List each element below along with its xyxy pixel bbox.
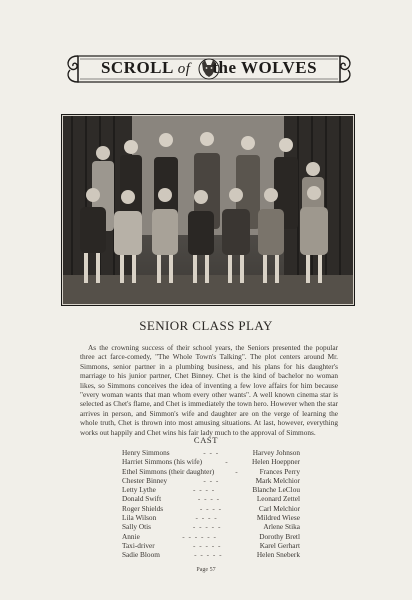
group-photo-illustration [62,115,354,305]
section-heading: SENIOR CLASS PLAY [139,318,273,333]
page-number: Page 57 [196,567,216,573]
cast-row [122,513,300,522]
cast-list [122,448,300,560]
cast-row [122,467,300,476]
cast-row [122,494,300,503]
cast-role: Lila Wilson [122,513,157,523]
cast-role: Donald Swift [122,494,162,504]
cast-leader-dashes: - - - - - [192,522,222,532]
cast-role: Taxi-driver [122,540,155,550]
cast-leader-dashes: - - - - - [194,550,223,560]
cast-row [122,448,300,457]
cast-actor: Arlene Stika [263,522,300,532]
cast-leader-dashes: - - - - [197,494,221,504]
banner-title [64,58,354,78]
cast-role: Roger Shields [122,503,164,513]
cast-leader-dashes: - - - - [199,503,223,513]
cast-actor: Carl Melchior [258,503,300,513]
cast-row [122,522,300,531]
cast-role: Harriet Simmons (his wife) [122,457,203,467]
cast-role: Sadie Bloom [122,550,160,560]
cast-role: Ethel Simmons (their daughter) [122,466,215,476]
cast-actor: Blanche LeClou [252,485,300,495]
cast-group-photo [61,114,355,306]
cast-row [122,476,300,485]
cast-leader-dashes: - - - - [193,485,216,495]
cast-actor: Frances Perry [259,466,300,476]
cast-actor: Mark Melchior [255,475,300,485]
cast-leader-dashes: - - - [203,475,220,485]
cast-role: Sally Otis [122,522,151,532]
cast-actor: Leonard Zettel [256,494,300,504]
cast-role: Henry Simmons [122,448,170,457]
cast-leader-dashes: - [235,466,239,476]
cast-role: Annie [122,531,140,541]
play-summary-paragraph: As the crowning success of their school years, the Seniors presented the popular three act farce-comedy, "The Whole Town's Talking". The plot centers around Mr. Simmons, senior partner in a plumbing business, and his plans for his daughter's marriage to his junior partner, Chet Binney. Chet is the kind of bachelor no woman likes, so Simmons conceives the idea of inventing a few love affairs for him because "every woman wants that man whom every other wants". A well known cinema star is selected as Chet's flame, and Chet is immediately the town hero. However when the star arrives in person, and Simmon's wife and daughter are on the verge of learning the whole truth, Chet is thrown into most amusing situations. At last, however, everything works out happily and Chet wins his fair lady much to the approval of Simmons. [80,343,338,437]
cast-leader-dashes: - - - - [195,513,218,523]
cast-leader-dashes: - - - - - - [182,531,217,541]
banner-title-mid: of [177,61,191,77]
cast-title: CAST [193,435,219,445]
cast-row [122,457,300,466]
cast-leader-dashes: - - - - - [192,540,222,550]
cast-role: Chester Binney [122,475,168,485]
cast-actor: Helen Hoeppner [251,457,300,467]
cast-role: Letty Lythe [122,485,156,495]
cast-actor: Mildred Wiese [256,513,300,523]
cast-leader-dashes: - [225,457,229,467]
yearbook-banner [64,50,354,88]
cast-actor: Helen Sneberk [256,550,300,560]
cast-actor: Harvey Johnson [252,448,300,457]
cast-actor: Dorothy Bretl [259,531,300,541]
cast-row [122,550,300,559]
cast-row [122,504,300,513]
banner-title-left: SCROLL [100,58,173,77]
cast-row [122,541,300,550]
cast-actor: Karel Gerhart [259,540,300,550]
banner-title-right: the WOLVES [212,58,318,77]
cast-row [122,532,300,541]
cast-leader-dashes: - - - [203,448,220,457]
cast-row [122,485,300,494]
